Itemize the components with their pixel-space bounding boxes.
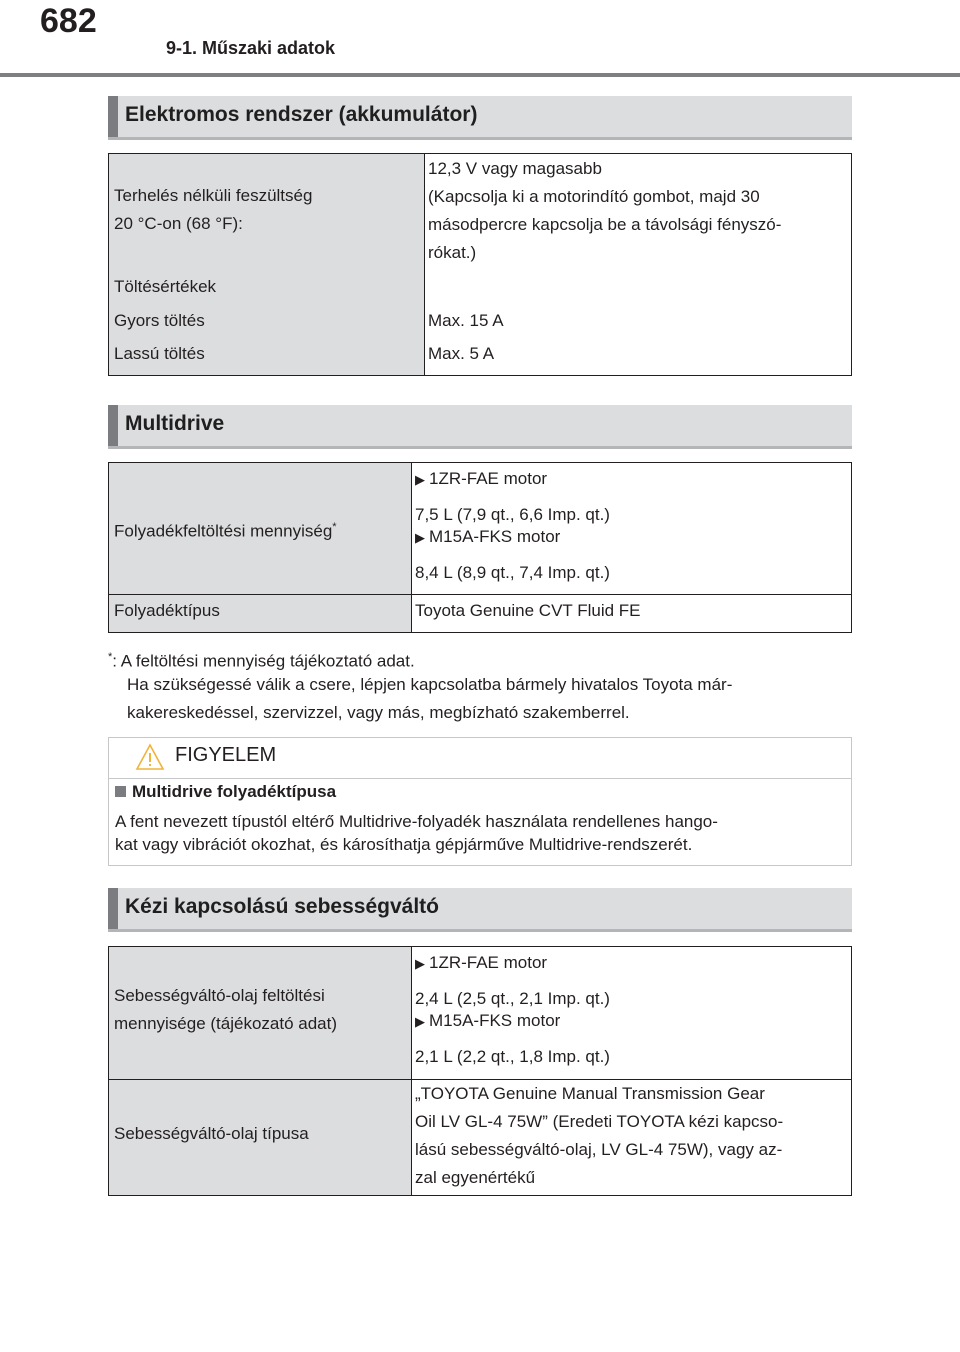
section-heading-battery (108, 96, 852, 140)
engine-m15a-value: 8,4 L (8,9 qt., 7,4 Imp. qt.) (415, 563, 610, 582)
footnote-line: kakereskedéssel, szervizzel, vagy más, megbízható szakemberrel. (127, 703, 630, 722)
oil-type-value-line: „TOYOTA Genuine Manual Transmission Gear (415, 1084, 765, 1103)
voltage-value-line: rókat.) (428, 243, 477, 262)
oil-type-value-line: Oil LV GL-4 75W” (Eredeti TOYOTA kézi kapcso- (415, 1112, 784, 1131)
engine-m15a-value: 2,1 L (2,2 qt., 1,8 Imp. qt.) (415, 1047, 610, 1066)
fluid-type-label: Folyadéktípus (114, 601, 220, 620)
battery-table (108, 153, 852, 376)
oil-type-value-line: lású sebességváltó-olaj, LV GL-4 75W), vagy az- (415, 1140, 783, 1159)
caution-header (109, 738, 851, 779)
section-title: Elektromos rendszer (akkumulátor) (125, 103, 478, 126)
section-accent-bar (108, 96, 118, 137)
section-heading-manual-transmission (108, 888, 852, 932)
caution-text-line: kat vagy vibrációt okozhat, és károsíthatja gépjárműve Multidrive-rendszerét. (115, 835, 693, 854)
voltage-label-line: 20 °C-on (68 °F): (114, 214, 243, 233)
engine-m15a-label: ▶ M15A-FKS motor (415, 1011, 561, 1030)
slow-charge-label: Lassú töltés (114, 344, 205, 363)
capacity-label: Folyadékfeltöltési mennyiség* (114, 521, 337, 541)
engine-1zr-label: ▶ 1ZR-FAE motor (415, 469, 548, 488)
engine-1zr-label: ▶ 1ZR-FAE motor (415, 953, 548, 972)
section-heading-multidrive (108, 405, 852, 449)
caution-title: FIGYELEM (175, 744, 277, 766)
caution-text-line: A fent nevezett típustól eltérő Multidrive-folyadék használata rendellenes hango- (115, 812, 718, 831)
caution-box (108, 737, 852, 866)
footnote-mark: * (332, 521, 337, 533)
charging-label: Töltésértékek (114, 277, 217, 296)
section-accent-bar (108, 405, 118, 446)
section-title: Multidrive (125, 412, 225, 435)
footnote-line: *: A feltöltési mennyiség tájékoztató adat. (108, 651, 415, 671)
oil-capacity-label-line: mennyisége (tájékozató adat) (114, 1014, 338, 1033)
oil-capacity-label-line: Sebességváltó-olaj feltöltési (114, 986, 325, 1005)
manual-transmission-table (108, 946, 852, 1196)
engine-1zr-value: 2,4 L (2,5 qt., 2,1 Imp. qt.) (415, 989, 610, 1008)
voltage-label-line: Terhelés nélküli feszültség (114, 186, 313, 205)
fast-charge-value: Max. 15 A (428, 311, 504, 330)
triangle-right-icon: ▶ (415, 1014, 425, 1029)
oil-type-label: Sebességváltó-olaj típusa (114, 1124, 309, 1143)
voltage-value-line: másodpercre kapcsolja be a távolsági fényszó- (428, 215, 782, 234)
triangle-right-icon: ▶ (415, 530, 425, 545)
voltage-value-line: (Kapcsolja ki a motorindító gombot, majd 30 (428, 187, 760, 206)
caution-subtitle: Multidrive folyadéktípusa (115, 782, 336, 802)
triangle-right-icon: ▶ (415, 956, 425, 971)
row-divider (109, 594, 851, 595)
warning-triangle-icon (135, 743, 165, 771)
voltage-value-line: 12,3 V vagy magasabb (428, 159, 602, 178)
square-bullet-icon (115, 786, 126, 797)
chapter-title: 9-1. Műszaki adatok (166, 38, 336, 58)
fluid-type-value: Toyota Genuine CVT Fluid FE (415, 601, 641, 620)
fast-charge-label: Gyors töltés (114, 311, 205, 330)
multidrive-table (108, 462, 852, 633)
engine-m15a-label: ▶ M15A-FKS motor (415, 527, 561, 546)
header-rule (0, 73, 960, 77)
page-number: 682 (40, 2, 97, 40)
slow-charge-value: Max. 5 A (428, 344, 495, 363)
triangle-right-icon: ▶ (415, 472, 425, 487)
oil-type-value-line: zal egyenértékű (415, 1168, 536, 1187)
engine-1zr-value: 7,5 L (7,9 qt., 6,6 Imp. qt.) (415, 505, 610, 524)
footnote-line: Ha szükségessé válik a csere, lépjen kapcsolatba bármely hivatalos Toyota már- (127, 675, 733, 694)
section-title: Kézi kapcsolású sebességváltó (125, 895, 439, 918)
section-accent-bar (108, 888, 118, 929)
